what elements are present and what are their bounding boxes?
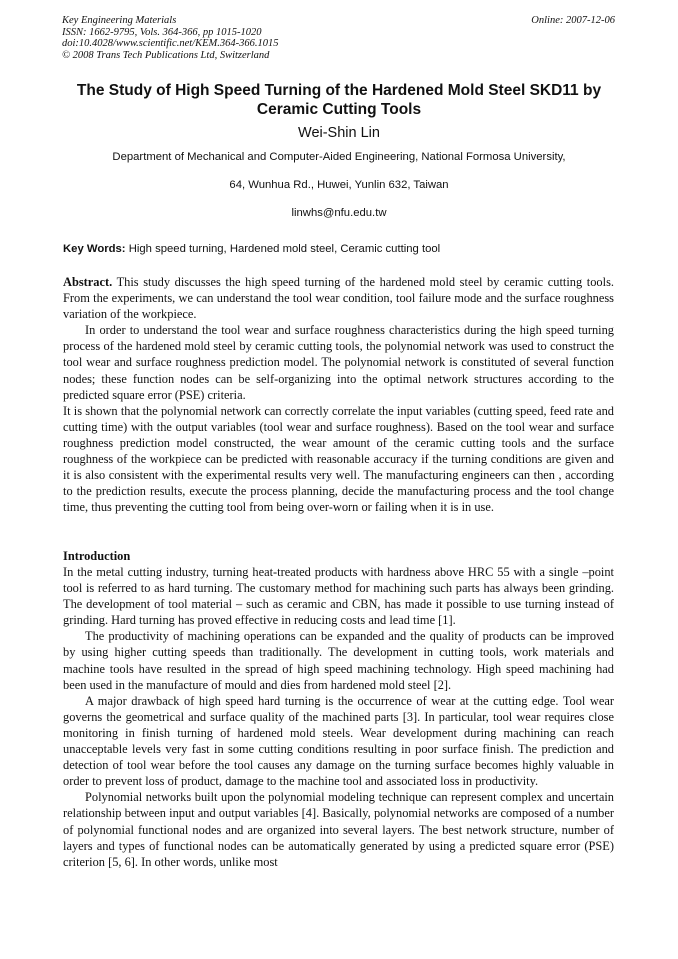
abstract-section <box>63 274 614 515</box>
journal-name: Key Engineering Materials <box>62 15 177 26</box>
paper-title: The Study of High Speed Turning of the Hardened Mold Steel SKD11 by Ceramic Cutting Tools <box>76 82 602 118</box>
author-email: linwhs@nfu.edu.tw <box>291 207 387 219</box>
intro-paragraph-3: A major drawback of high speed hard turning is the occurrence of wear at the cutting edge. Tool wear governs the geometrical and surface quality of the machined parts [3]. In particular, tool wear requires close monitoring in finish turning of hardened mold steels. Wear development during machining can reach unacceptable levels very fast in some cutting conditions resulting in poor surface finish. The prediction and detection of tool wear before the tool causes any damage on the turning surface becomes highly valuable in order to prevent loss of product, damage to the machine tool and associated loss in productivity. <box>63 693 614 789</box>
author-name: Wei-Shin Lin <box>298 125 380 141</box>
introduction-heading: Introduction <box>63 549 131 563</box>
keywords <box>63 242 440 256</box>
intro-paragraph-1: In the metal cutting industry, turning heat-treated products with hardness above HRC 55 with a single –point tool is referred to as hard turning. The customary method for machining such parts has always been grinding. The development of tool material – such as ceramic and CBN, has made it possible to use turning instead of grinding. Hard turning has proved effective in reducing costs and lead time [1]. <box>63 565 614 628</box>
abstract-paragraph-2: In order to understand the tool wear and surface roughness characteristics during the high speed turning process of the hardened mold steel by ceramic cutting tools, the polynomial network was used to construct the tool wear and surface roughness prediction model. The polynomial network is constituted of several function nodes; these function nodes can be self-organizing into the optimal network structures according to the predicted square error (PSE) criteria. <box>63 323 614 402</box>
introduction-section <box>63 564 614 870</box>
abstract-text-1: This study discusses the high speed turning of the hardened mold steel by ceramic cutting tools. From the experiments, we can understand the tool wear condition, tool failure mode and the surface roughness variation of the workpiece. <box>63 275 614 322</box>
abstract-paragraph-1 <box>63 274 614 322</box>
issn-line: ISSN: 1662-9795, Vols. 364-366, pp 1015-1020 <box>62 26 262 38</box>
abstract-paragraph-3: It is shown that the polynomial network can correctly correlate the input variables (cutting speed, feed rate and cutting time) with the output variables (tool wear and surface roughness). Based on the tool wear and surface roughness prediction model constructed, the wear amount of the ceramic cutting tools and the surface roughness of the workpiece can be predicted with reasonable accuracy if the turning conditions are given and it is also consistent with the experimental results very well. The manufacturing engineers can then , according to the prediction results, execute the process planning, decide the manufacturing process and the tool change time, thus preventing the cutting tool from being over-worn or failing when it is in use. <box>63 403 614 515</box>
intro-paragraph-4: Polynomial networks built upon the polynomial modeling technique can represent complex and uncertain relationship between input and output variables [4]. Basically, polynomial networks are composed of a number of polynomial functional nodes and are organized into several layers. The best network structure, number of layers and types of functional nodes can be automatically generated by using a predicted square error (PSE) criterion [5, 6]. In other words, unlike most <box>63 790 614 869</box>
doi-line: doi:10.4028/www.scientific.net/KEM.364-366.1015 <box>62 38 279 50</box>
keywords-label: Key Words: <box>63 243 126 255</box>
affiliation-line-1: Department of Mechanical and Computer-Aided Engineering, National Formosa University, <box>112 151 566 163</box>
journal-header <box>62 15 279 61</box>
copyright-line: © 2008 Trans Tech Publications Ltd, Switzerland <box>62 49 270 61</box>
affiliation-line-2: 64, Wunhua Rd., Huwei, Yunlin 632, Taiwan <box>229 179 449 191</box>
intro-paragraph-2: The productivity of machining operations can be expanded and the quality of products can be improved by using higher cutting speeds than traditionally. The development in cutting tools, work materials and machine tools have resulted in the spread of high speed machining technology. High speed machining had been used in the manufacture of mould and dies from hardened mold steel [2]. <box>63 629 614 692</box>
online-date: Online: 2007-12-06 <box>531 15 615 26</box>
abstract-label: Abstract. <box>63 275 113 289</box>
keywords-text: High speed turning, Hardened mold steel, Ceramic cutting tool <box>125 243 441 255</box>
